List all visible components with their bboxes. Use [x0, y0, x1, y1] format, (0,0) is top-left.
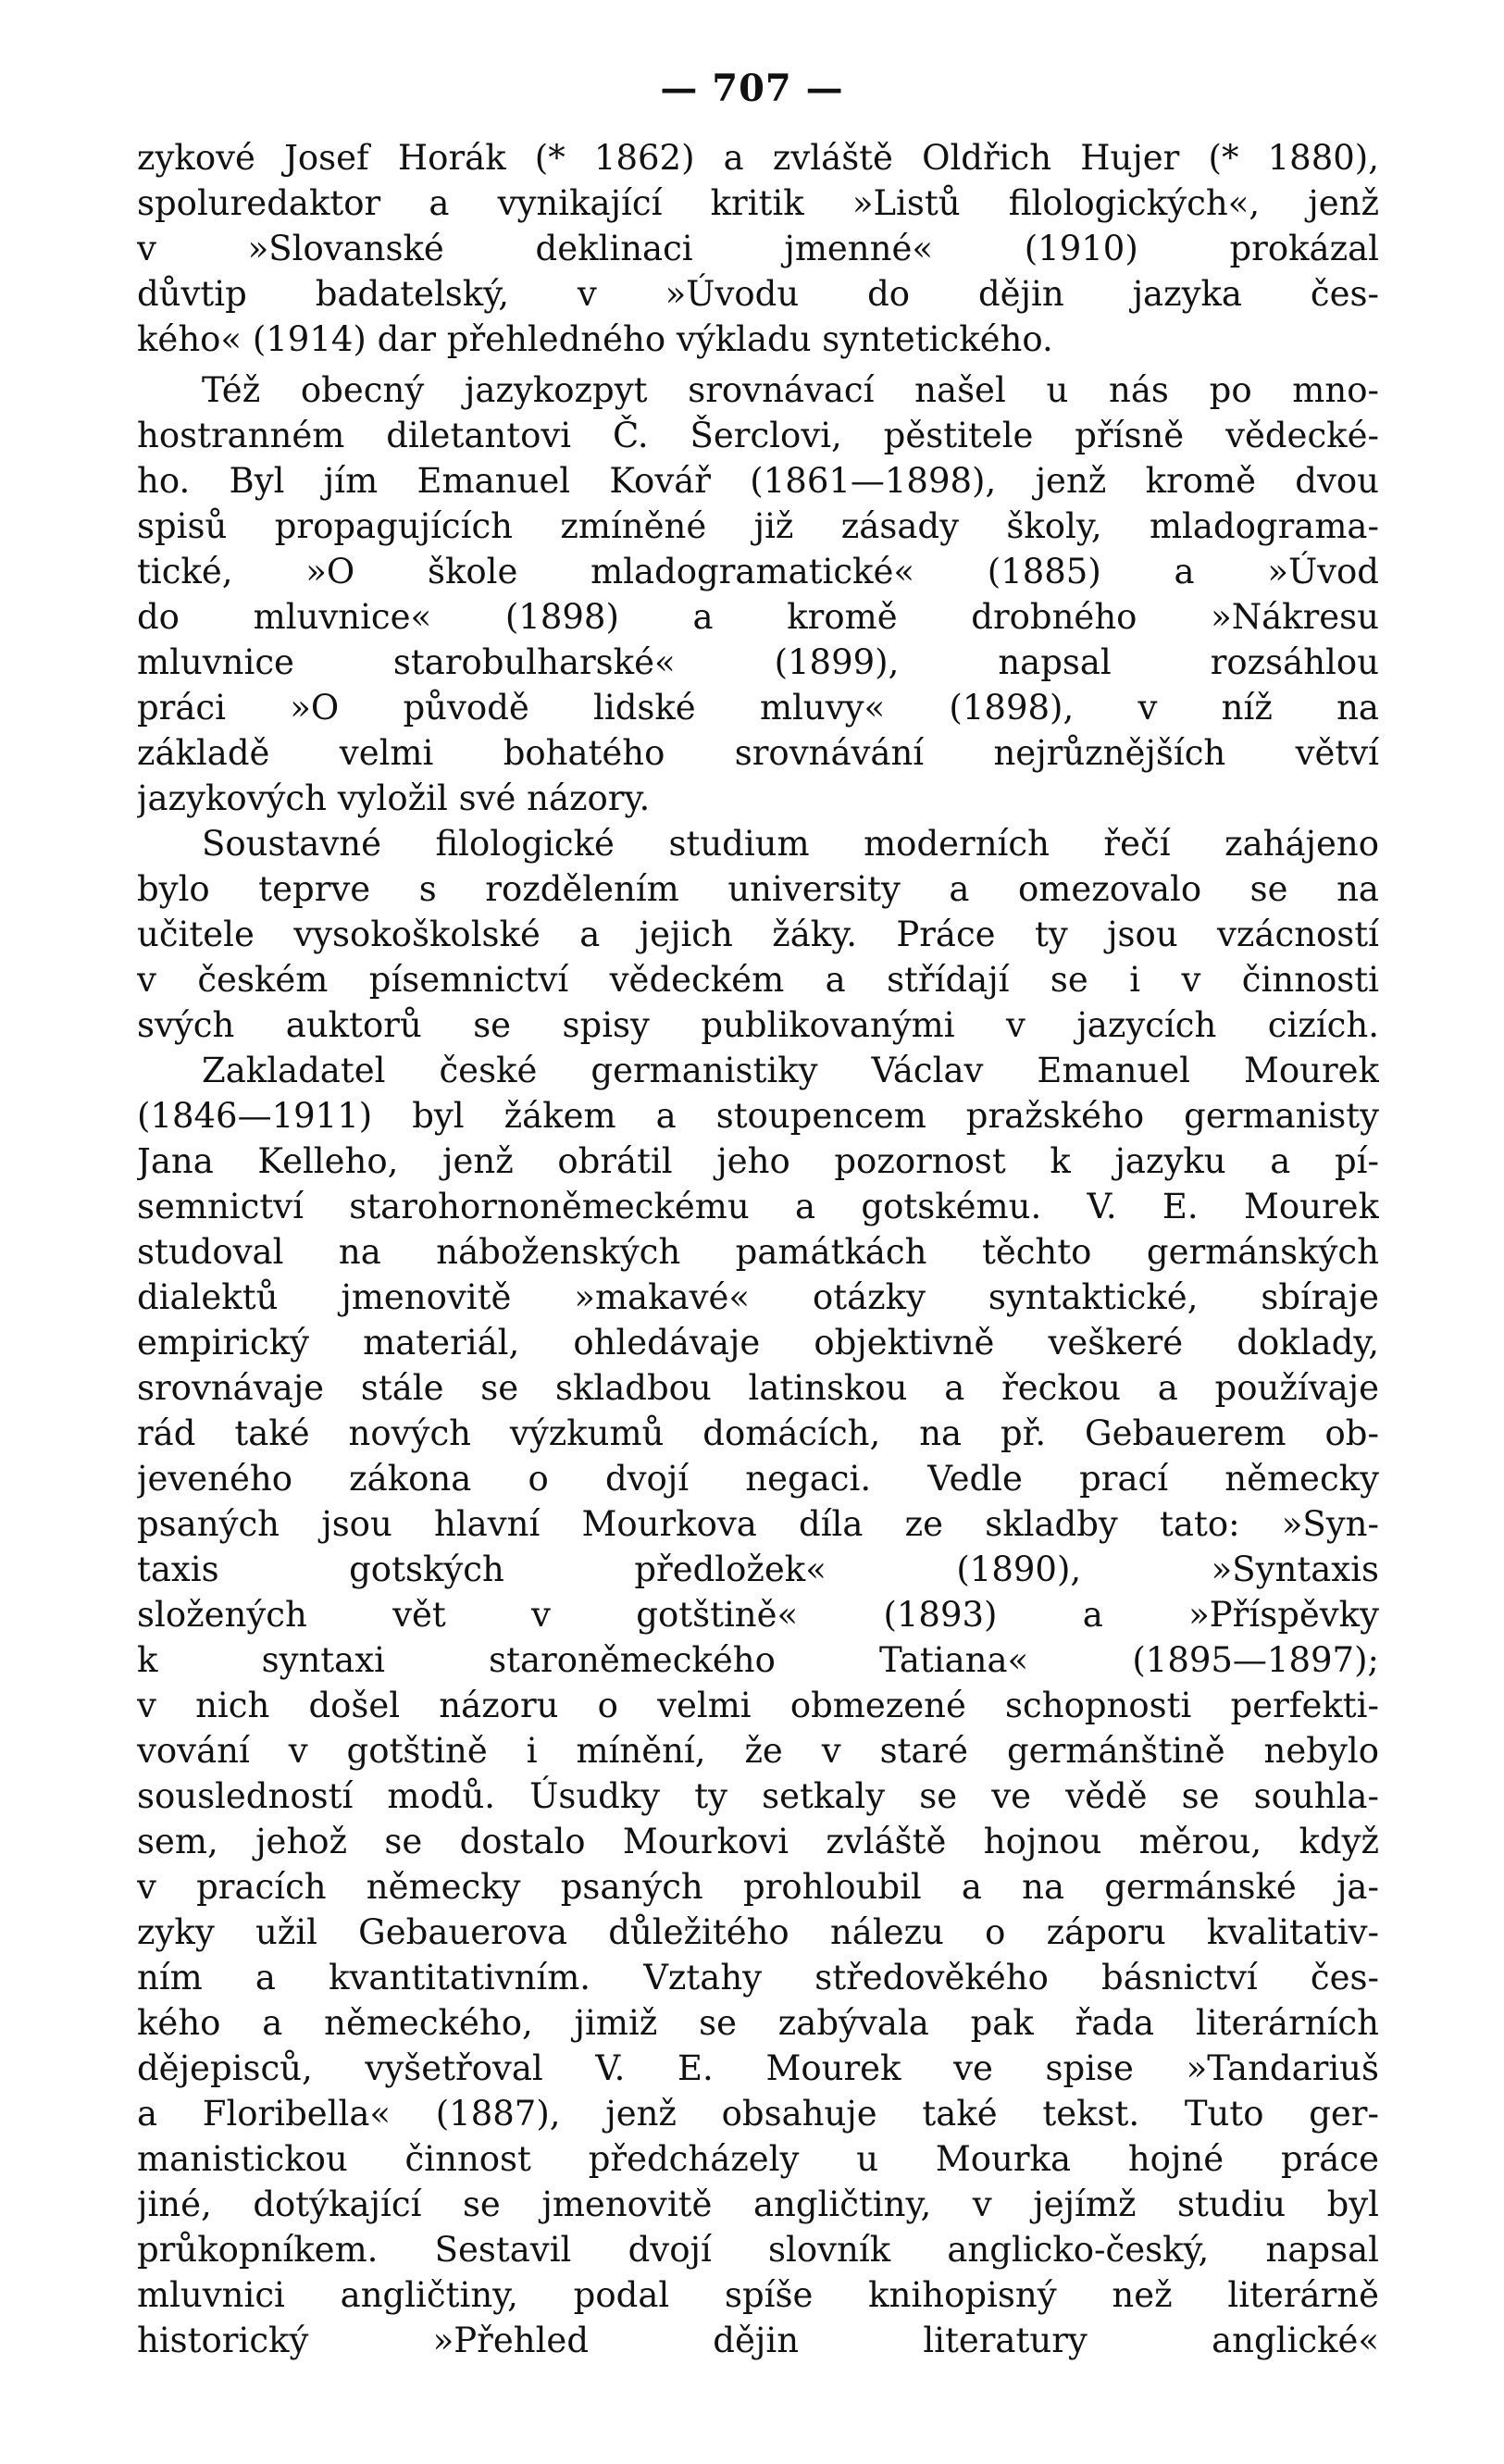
text-line: manistickou činnost předcházely u Mourka hojné práce [137, 2139, 1379, 2179]
text-line: Zakladatel české germanistiky Václav Emanuel Mourek [202, 1051, 1379, 1090]
text-line: ho. Byl jím Emanuel Kovář (1861—1898), jenž kromě dvou [137, 461, 1379, 501]
text-line: Soustavné filologické studium moderních řečí zahájeno [202, 824, 1379, 864]
text-line: svých auktorů se spisy publikovanými v jazycích cizích. [137, 1005, 1379, 1045]
text-line: v nich došel názoru o velmi obmezené schopnosti perfekti- [137, 1686, 1379, 1725]
text-line: Též obecný jazykozpyt srovnávací našel u nás po mno- [202, 370, 1379, 410]
text-line: historický »Přehled dějin literatury anglické« [137, 2321, 1379, 2360]
text-line: zykové Josef Horák (* 1862) a zvláště Oldřich Hujer (* 1880), [137, 138, 1379, 178]
text-line: k syntaxi staroněmeckého Tatiana« (1895—1897); [137, 1640, 1379, 1680]
text-line: spisů propagujících zmíněné již zásady školy, mladograma- [137, 506, 1379, 546]
text-line: zyky užil Gebauerova důležitého nálezu o záporu kvalitativ- [137, 1912, 1379, 1952]
text-line: důvtip badatelský, v »Úvodu do dějin jazyka čes- [137, 274, 1379, 314]
text-line: průkopníkem. Sestavil dvojí slovník anglicko-český, napsal [137, 2230, 1379, 2270]
text-line: kého« (1914) dar přehledného výkladu syntetického. [137, 319, 1053, 359]
text-line: a Floribella« (1887), jenž obsahuje také tekst. Tuto ger- [137, 2094, 1379, 2134]
text-line: mluvnice starobulharské« (1899), napsal rozsáhlou [137, 642, 1379, 682]
text-line: základě velmi bohatého srovnávání nejrůznějších větví [137, 733, 1379, 773]
text-line: semnictví starohornoněmeckému a gotskému. V. E. Mourek [137, 1187, 1379, 1226]
text-line: složených vět v gotštině« (1893) a »Příspěvky [137, 1595, 1379, 1635]
text-line: psaných jsou hlavní Mourkova díla ze skladby tato: »Syn- [137, 1504, 1379, 1544]
text-line: dialektů jmenovitě »makavé« otázky syntaktické, sbíraje [137, 1277, 1379, 1317]
text-line: tické, »O škole mladogramatické« (1885) a »Úvod [137, 552, 1379, 591]
text-line: kého a německého, jimiž se zabývala pak řada literárních [137, 2003, 1379, 2043]
text-line: empirický materiál, ohledávaje objektivně veškeré doklady, [137, 1323, 1379, 1363]
text-line: jiné, dotýkající se jmenovitě angličtiny, v jejímž studiu byl [137, 2184, 1379, 2224]
text-line: (1846—1911) byl žákem a stoupencem pražského germanisty [137, 1096, 1379, 1136]
text-line: spoluredaktor a vynikající kritik »Listů filologických«, jenž [137, 183, 1379, 223]
text-line: jazykových vyložil své názory. [137, 778, 651, 818]
text-line: bylo teprve s rozdělením university a omezovalo se na [137, 869, 1379, 909]
page-number: — 707 — [660, 67, 844, 110]
text-line: ním a kvantitativním. Vztahy středověkého básnictví čes- [137, 1958, 1379, 1997]
text-line: dějepisců, vyšetřoval V. E. Mourek ve spise »Tandariuš [137, 2048, 1379, 2088]
text-line: sem, jehož se dostalo Mourkovi zvláště hojnou měrou, když [137, 1822, 1379, 1861]
text-line: v českém písemnictví vědeckém a střídají se i v činnosti [137, 960, 1379, 1000]
text-line: učitele vysokoškolské a jejich žáky. Práce ty jsou vzácností [137, 915, 1379, 954]
text-line: jeveného zákona o dvojí negaci. Vedle prací německy [137, 1459, 1379, 1499]
text-line: taxis gotských předložek« (1890), »Syntaxis [137, 1549, 1379, 1589]
text-line: v pracích německy psaných prohloubil a na germánské ja- [137, 1867, 1379, 1907]
text-line: vování v gotštině i mínění, že v staré germánštině nebylo [137, 1731, 1379, 1771]
text-line: Jana Kelleho, jenž obrátil jeho pozornost k jazyku a pí- [137, 1141, 1379, 1181]
text-line: do mluvnice« (1898) a kromě drobného »Nákresu [137, 597, 1379, 637]
body-text [137, 135, 1379, 2363]
text-line: srovnávaje stále se skladbou latinskou a řeckou a používaje [137, 1368, 1379, 1408]
text-line: rád také nových výzkumů domácích, na př. Gebauerem ob- [137, 1413, 1379, 1453]
text-line: sousledností modů. Úsudky ty setkaly se ve vědě se souhla- [137, 1776, 1379, 1816]
text-line: práci »O původě lidské mluvy« (1898), v níž na [137, 688, 1379, 728]
text-line: v »Slovanské deklinaci jmenné« (1910) prokázal [137, 229, 1379, 268]
text-line: hostranném diletantovi Č. Šerclovi, pěstitele přísně vědecké- [137, 416, 1379, 455]
text-line: studoval na náboženských památkách těchto germánských [137, 1232, 1379, 1272]
text-line: mluvnici angličtiny, podal spíše knihopisný než literárně [137, 2275, 1379, 2315]
